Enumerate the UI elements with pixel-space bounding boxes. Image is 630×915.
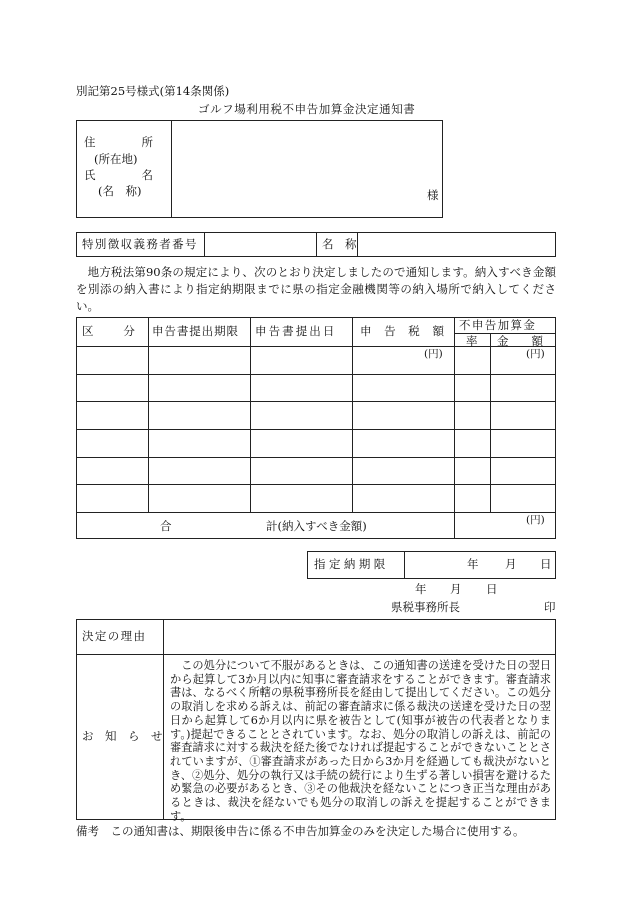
deadline-month: 月 (505, 557, 517, 571)
deadline-year: 年 (467, 557, 479, 571)
header-category: 区 分 (82, 324, 138, 338)
unit-declared-tax: (円) (424, 348, 443, 360)
total-label-2: 計(納入すべき金額) (266, 519, 367, 533)
issue-day: 日 (486, 582, 498, 596)
header-rate: 率 (466, 334, 478, 348)
header-penalty-group: 不申告加算金 (459, 318, 537, 332)
location-label: (所在地) (94, 152, 138, 166)
deadline-day: 日 (540, 557, 552, 571)
deadline-label: 指定納期限 (314, 557, 389, 571)
intro-text: 地方税法第90条の規定により、次のとおり決定しましたので通知します。納入すべき金額を別添の納入書により指定納期限までに県の指定金融機関等の納入場所で納入してください。 (76, 265, 556, 313)
issuer-seal: 印 (544, 600, 556, 614)
header-filing-date: 申告書提出日 (255, 324, 337, 338)
collector-name-label: 名 称 (322, 237, 357, 251)
notice-text: この処分について不服があるときは、この通知書の送達を受けた日の翌日から起算して3か月以内に知事に審査請求をすることができます。審査請求書は、なるべく所轄の県税事務所長を経由して提出してください。この処分の取消しを求める訴えは、前記の審査請求に係る裁決の送達を受けた日の翌日から起算して6か月以内に県を被告として(知事が被告の代表者となります。)提起できることとされています。なお、処分の取消しの訴えは、前記の審査請求に対する裁決を経た後でなければ提起することができないこととされていますが、①審査請求があった日から3か月を経過しても裁決がないとき、②処分、処分の執行又は手続の続行により生ずる著しい損害を避けるため緊急の必要があるとき、③その他裁決を経ないことにつき正当な理由があるときは、裁決を経ないでも処分の取消しの訴えを提起することができます。 (170, 659, 551, 823)
reason-label: 決定の理由 (82, 629, 147, 643)
notice-label: お 知 ら せ (82, 729, 163, 743)
header-amount: 金 額 (497, 334, 543, 348)
unit-penalty-amount: (円) (526, 348, 545, 360)
header-declared-tax: 申 告 税 額 (360, 324, 445, 338)
issue-month: 月 (450, 582, 462, 596)
remarks: 備考 この通知書は、期限後申告に係る不申告加算金のみを決定した場合に使用する。 (76, 824, 525, 838)
honorific: 様 (427, 188, 439, 202)
header-filing-deadline: 申告書提出期限 (152, 324, 239, 338)
issuer-office: 県税事務所長 (391, 600, 460, 614)
form-number: 別記第25号様式(第14条関係) (76, 84, 230, 98)
issue-year: 年 (415, 582, 427, 596)
name-alt-label: (名 称) (98, 184, 142, 198)
collector-number-label: 特別徴収義務者番号 (82, 237, 198, 251)
address-label: 住 所 (84, 135, 153, 149)
name-label: 氏 名 (84, 168, 153, 182)
unit-total: (円) (526, 514, 545, 526)
document-title: ゴルフ場利用税不申告加算金決定通知書 (198, 102, 416, 116)
total-label-1: 合 (160, 519, 172, 533)
